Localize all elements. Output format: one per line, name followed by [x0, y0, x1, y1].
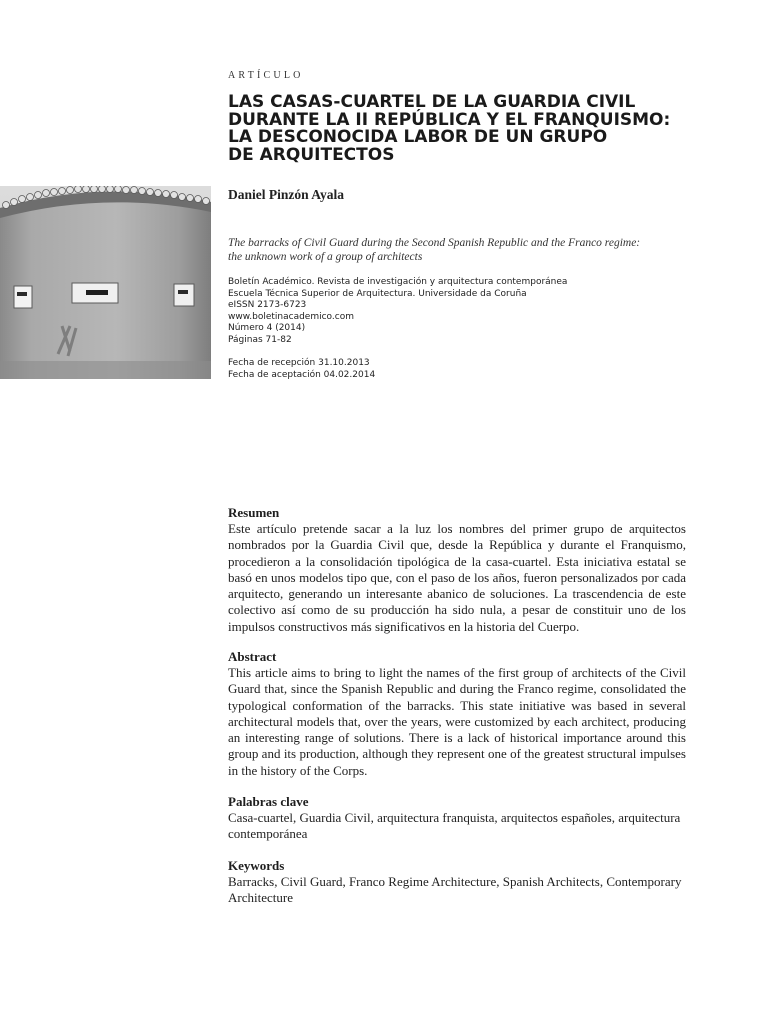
section-label: ARTÍCULO — [228, 70, 304, 81]
resumen-text: Este artículo pretende sacar a la luz los nombres del primer grupo de arquitectos nombrados por la Guardia Civil que, desde la República y durante el Franquismo, procedieron a la consolidación tipológica de la casa-cuartel. Esta iniciativa estatal se basó en unos modelos tipo que, con el paso de los años, fueron personalizados por cada arquitecto, generando un interesante abanico de soluciones. La trascendencia de este colectivo así como de su producción ha sido nula, a pesar de constituir uno de los impulsos constructivos más significativos en la historia del Cuerpo. — [228, 521, 686, 634]
palabras-clave-section — [228, 794, 686, 843]
eissn: eISSN 2173-6723 — [228, 300, 307, 311]
title-line: DE ARQUITECTOS — [228, 144, 395, 165]
journal-name: Boletín Académico. Revista de investigación y arquitectura contemporánea — [228, 277, 568, 287]
resumen-section — [228, 505, 686, 635]
barracks-photo — [0, 186, 211, 379]
title-line: DURANTE LA II REPÚBLICA Y EL FRANQUISMO: — [228, 109, 671, 130]
author-name: Daniel Pinzón Ayala — [228, 187, 345, 202]
website: www.boletinacademico.com — [228, 311, 354, 322]
received-date: Fecha de recepción 31.10.2013 — [228, 358, 370, 368]
issue-number: Número 4 (2014) — [228, 323, 306, 334]
accepted-date: Fecha de aceptación 04.02.2014 — [228, 369, 376, 380]
school-name: Escuela Técnica Superior de Arquitectura. Universidade da Coruña — [228, 288, 527, 299]
publication-info — [228, 277, 567, 347]
article-title — [228, 94, 688, 164]
english-title — [228, 236, 698, 264]
abstract-section — [228, 649, 686, 779]
keywords-heading: Keywords — [228, 858, 285, 873]
title-line: LAS CASAS-CUARTEL DE LA GUARDIA CIVIL — [228, 92, 636, 112]
palabras-clave-text: Casa-cuartel, Guardia Civil, arquitectura franquista, arquitectos españoles, arquitectura contemporánea — [228, 810, 681, 842]
keywords-section — [228, 858, 686, 907]
title-line: LA DESCONOCIDA LABOR DE UN GRUPO — [228, 127, 608, 147]
abstract-heading: Abstract — [228, 649, 277, 664]
english-title-line: The barracks of Civil Guard during the Second Spanish Republic and the Franco regime: — [228, 237, 641, 249]
english-title-line: the unknown work of a group of architects — [228, 251, 423, 263]
keywords-text: Barracks, Civil Guard, Franco Regime Architecture, Spanish Architects, Contemporary Architecture — [228, 874, 682, 906]
resumen-heading: Resumen — [228, 505, 280, 520]
submission-dates — [228, 358, 375, 381]
abstract-text: This article aims to bring to light the names of the first group of architects of the Civil Guard that, since the Spanish Republic and during the Franco regime, consolidated the typological conformation of the barracks. This state initiative was based in several architectural models that, over the years, were customized by each architect, producing an interesting range of solutions. There is a lack of historical importance around this group and its production, although they represent one of the greatest structural impulses in the history of the Corps. — [228, 665, 686, 778]
page-range: Páginas 71-82 — [228, 334, 292, 345]
palabras-clave-heading: Palabras clave — [228, 794, 309, 809]
